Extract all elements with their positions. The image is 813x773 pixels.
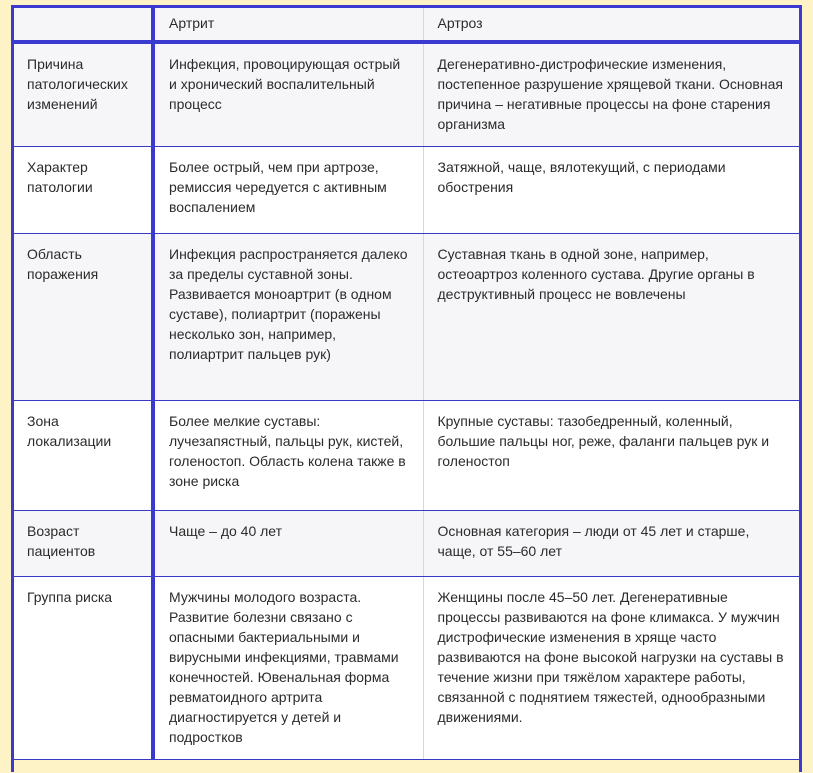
table-row — [13, 401, 800, 511]
row-label: Зона локализации — [13, 401, 153, 511]
row-label: Возраст пациентов — [13, 511, 153, 577]
table-row — [13, 577, 800, 760]
arthrosis-cell: Женщины после 45–50 лет. Дегенеративные процессы развиваются на фоне климакса. У мужчин дистрофические изменения в хряще часто развиваются на фоне высокой нагрузки на суставы в течение жизни при тяжёлом характере работы, связанной с поднятием тяжестей, однообразными движениями. — [423, 577, 800, 760]
comparison-table — [13, 6, 800, 760]
arthritis-cell: Мужчины молодого возраста. Развитие болезни связано с опасными бактериальными и вирусными инфекциями, травмами конечностей. Ювенальная форма ревматоидного артрита диагностируется у детей и подростков — [153, 577, 423, 760]
arthrosis-cell: Дегенеративно-дистрофические изменения, постепенное разрушение хрящевой ткани. Основная причина – негативные процессы на фоне старения организма — [423, 42, 800, 147]
arthritis-cell: Чаще – до 40 лет — [153, 511, 423, 577]
arthrosis-cell: Основная категория – люди от 45 лет и старше, чаще, от 55–60 лет — [423, 511, 800, 577]
header-cell-empty — [13, 6, 153, 42]
row-label: Причина патологических изменений — [13, 42, 153, 147]
row-label: Характер патологии — [13, 147, 153, 234]
row-label: Группа риска — [13, 577, 153, 760]
table-row — [13, 147, 800, 234]
table-header-row — [13, 6, 800, 42]
arthritis-cell: Более мелкие суставы: лучезапястный, пальцы рук, кистей, голеностоп. Область колена также в зоне риска — [153, 401, 423, 511]
arthritis-cell: Инфекция, провоцирующая острый и хронический воспалительный процесс — [153, 42, 423, 147]
header-cell-arthritis: Артрит — [153, 6, 423, 42]
table-row — [13, 234, 800, 401]
arthritis-cell: Более острый, чем при артрозе, ремиссия чередуется с активным воспалением — [153, 147, 423, 234]
table-row — [13, 42, 800, 147]
arthrosis-cell: Крупные суставы: тазобедренный, коленный, большие пальцы ног, реже, фаланги пальцев рук и голеностоп — [423, 401, 800, 511]
table-row — [13, 511, 800, 577]
row-label: Область поражения — [13, 234, 153, 401]
arthrosis-cell: Затяжной, чаще, вялотекущий, с периодами обострения — [423, 147, 800, 234]
header-cell-arthrosis: Артроз — [423, 6, 800, 42]
arthrosis-cell: Суставная ткань в одной зоне, например, остеоартроз коленного сустава. Другие органы в деструктивный процесс не вовлечены — [423, 234, 800, 401]
arthritis-cell: Инфекция распространяется далеко за пределы суставной зоны. Развивается моноартрит (в одном суставе), полиартрит (поражены несколько зон, например, полиартрит пальцев рук) — [153, 234, 423, 401]
